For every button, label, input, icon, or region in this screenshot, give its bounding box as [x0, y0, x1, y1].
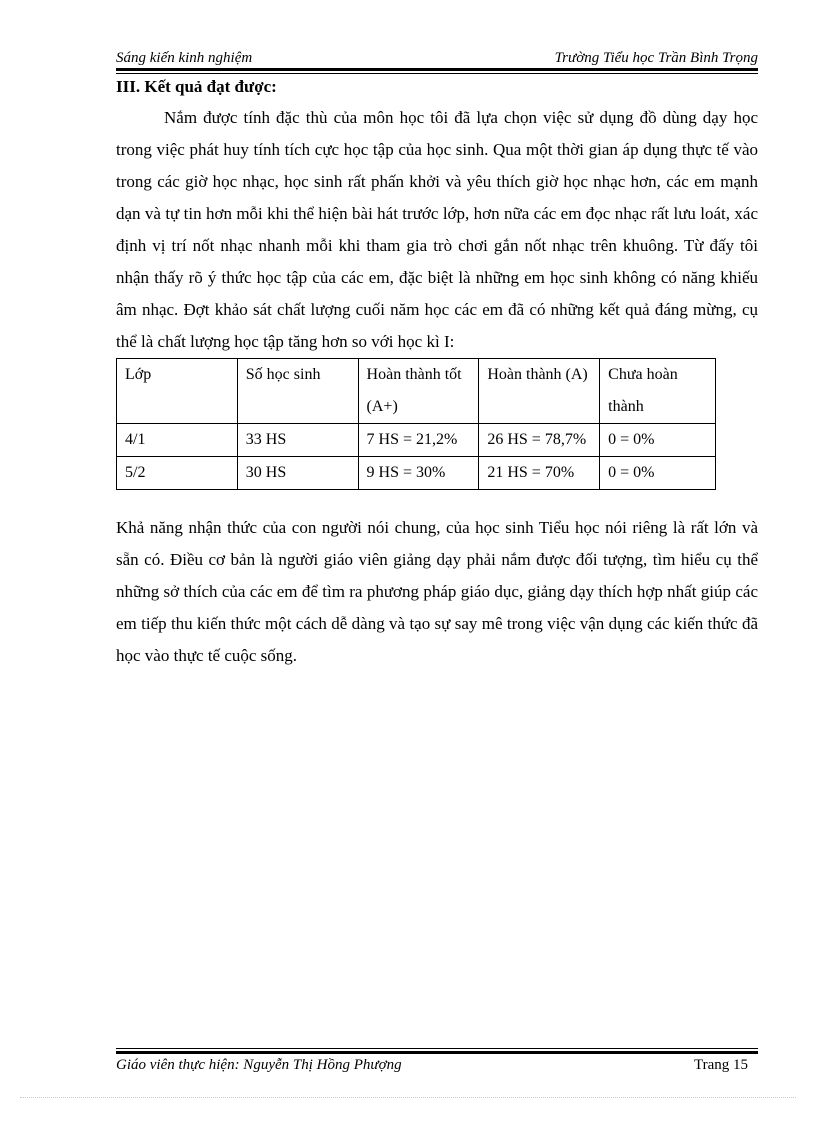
results-paragraph: Nắm được tính đặc thù của môn học tôi đã lựa chọn việc sử dụng đồ dùng dạy học trong việc phát huy tính tích cực học tập của học sinh. Qua một thời gian áp dụng thực tế vào trong các giờ học nhạc, học sinh rất phấn khởi và yêu thích giờ học nhạc hơn, các em mạnh dạn và tự tin hơn mỗi khi thể hiện bài hát trước lớp, hơn nữa các em đọc nhạc rất lưu loát, xác định vị trí nốt nhạc nhanh mỗi khi tham gia trò chơi gắn nốt nhạc trên khuông. Từ đấy tôi nhận thấy rõ ý thức học tập của các em, đặc biệt là những em học sinh không có năng khiếu âm nhạc. Đợt khảo sát chất lượng cuối năm học các em đã có những kết quả đáng mừng, cụ thể là chất lượng học tập tăng hơn so với học kì I:: [116, 108, 758, 351]
results-table: [116, 358, 716, 490]
table-cell: 5/2: [117, 457, 238, 490]
page-number: Trang 15: [693, 1057, 748, 1073]
table-cell: 9 HS = 30%: [358, 457, 479, 490]
section-title: III. Kết quả đạt được:: [116, 77, 277, 96]
conclusion-paragraph: Khả năng nhận thức của con người nói chung, của học sinh Tiểu học nói riêng là rất lớn và sẵn có. Điều cơ bản là người giáo viên giảng dạy phải nắm được đối tượng, tìm hiểu cụ thể những sở thích của các em để tìm ra phương pháp giáo dục, giảng dạy thích hợp nhất giúp các em tiếp thu kiến thức một cách dễ dàng và tạo sự say mê trong việc vận dụng các kiến thức đã học vào thực tế cuộc sống.: [116, 518, 758, 665]
table-cell: 30 HS: [237, 457, 358, 490]
table-cell: 0 = 0%: [600, 424, 716, 457]
header-rule-thick: [116, 68, 758, 71]
table-header-cell: Số học sinh: [237, 359, 358, 424]
footer-rule-thin: [116, 1048, 758, 1049]
table-cell: 7 HS = 21,2%: [358, 424, 479, 457]
table-cell: 33 HS: [237, 424, 358, 457]
table-cell: 4/1: [117, 424, 238, 457]
table-cell: 26 HS = 78,7%: [479, 424, 600, 457]
header-school-name: Trường Tiểu học Trần Bình Trọng: [554, 50, 758, 66]
footer-rule-thick: [116, 1051, 758, 1054]
table-row: [117, 424, 716, 457]
page-footer: [116, 1057, 758, 1079]
table-cell: 21 HS = 70%: [479, 457, 600, 490]
table-header-cell: Lớp: [117, 359, 238, 424]
table-header-cell: Hoàn thành (A): [479, 359, 600, 424]
footer-author: Giáo viên thực hiện: Nguyễn Thị Hồng Phượng: [116, 1057, 402, 1073]
table-header-cell: Hoàn thành tốt (A+): [358, 359, 479, 424]
page-content: [116, 72, 758, 672]
table-row: [117, 457, 716, 490]
page-header: [116, 48, 758, 70]
header-document-type: Sáng kiến kinh nghiệm: [116, 50, 253, 66]
table-header-row: [117, 359, 716, 424]
table-cell: 0 = 0%: [600, 457, 716, 490]
page-edge-divider: [20, 1097, 796, 1098]
table-header-cell: Chưa hoàn thành: [600, 359, 716, 424]
